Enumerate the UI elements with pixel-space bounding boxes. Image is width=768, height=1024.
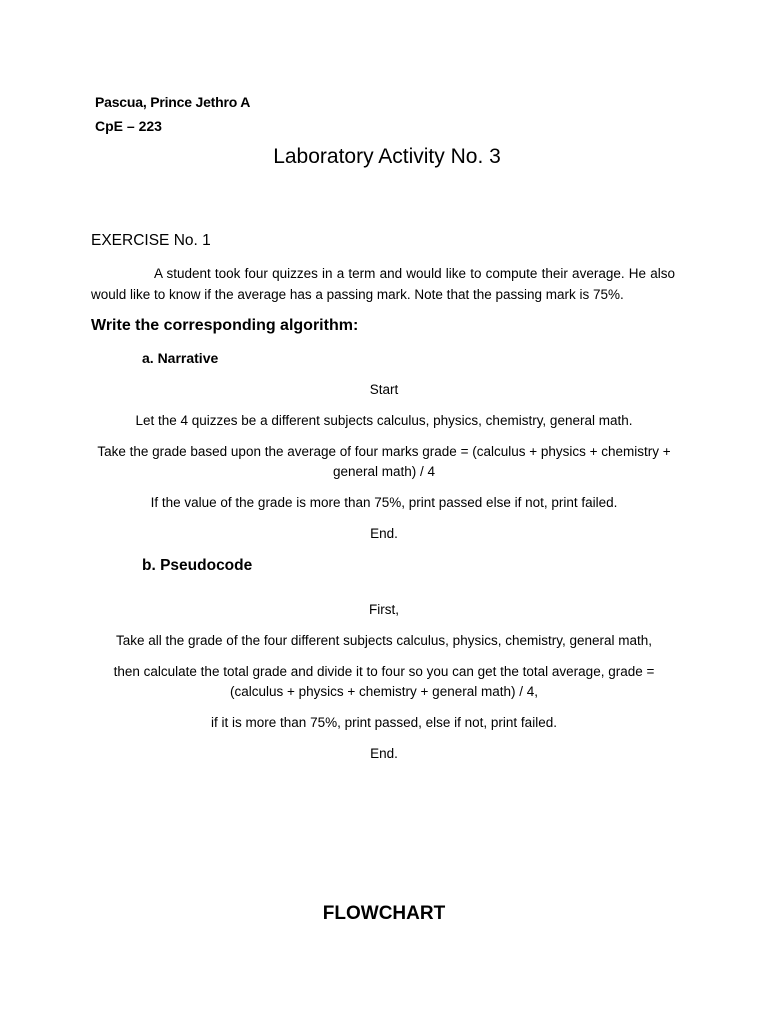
pseudocode-line: if it is more than 75%, print passed, else if not, print failed.: [211, 715, 557, 730]
narrative-line: Take the grade based upon the average of four marks grade = (calculus + physics + chemistry + general math) / 4: [97, 444, 671, 479]
author-name: Pascua, Prince Jethro A: [95, 94, 251, 110]
pseudocode-line: End.: [370, 746, 398, 761]
algorithm-heading: Write the corresponding algorithm:: [91, 317, 359, 334]
pseudocode-line: then calculate the total grade and divide it to four so you can get the total average, grade = (calculus + physics + chemistry + general math) / 4,: [113, 664, 655, 699]
flowchart-heading: FLOWCHART: [322, 903, 446, 924]
narrative-line: Let the 4 quizzes be a different subjects calculus, physics, chemistry, general math.: [135, 413, 633, 428]
pseudocode-line: Take all the grade of the four different subjects calculus, physics, chemistry, general math,: [115, 633, 653, 648]
exercise-heading: EXERCISE No. 1: [91, 232, 211, 249]
problem-statement: A student took four quizzes in a term and would like to compute their average. He also would like to know if the average has a passing mark. Note that the passing mark is 75%.: [91, 266, 675, 302]
course-section: CpE – 223: [95, 118, 162, 134]
narrative-label: a. Narrative: [142, 350, 219, 366]
page-title: Laboratory Activity No. 3: [273, 145, 501, 168]
narrative-line: End.: [370, 526, 398, 541]
narrative-line: Start: [369, 382, 399, 397]
narrative-line: If the value of the grade is more than 75%, print passed else if not, print failed.: [150, 495, 618, 510]
pseudocode-line: First,: [369, 602, 399, 617]
pseudocode-label: b. Pseudocode: [142, 557, 253, 574]
